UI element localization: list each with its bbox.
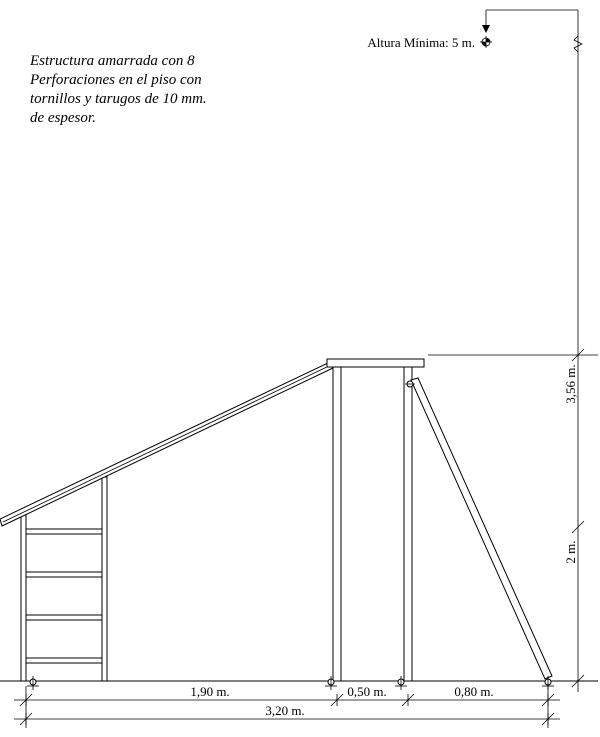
dim-label-1: 1,90 m.: [190, 684, 230, 699]
dim-label-2: 0,50 m.: [347, 684, 387, 699]
arrow-down-icon: [482, 25, 490, 33]
dim-label-3: 0,80 m.: [454, 684, 494, 699]
diagonal-brace: [411, 378, 552, 679]
platform: [327, 359, 424, 367]
ladder-rail-left: [21, 512, 26, 681]
ladder-rungs: [26, 529, 102, 663]
dim-label-height-platform: 3,56 m.: [563, 364, 578, 404]
post-right: [404, 367, 412, 681]
min-height-label: Altura Mínima: 5 m.: [367, 35, 475, 50]
ladder-rail-right: [102, 477, 107, 681]
level-target-icon: [480, 36, 492, 48]
structure-note: Estructura amarrada con 8 Perforaciones en el piso con tornillos y tarugos de 10 mm. de espesor.: [30, 53, 207, 126]
dim-label-height-two: 2 m.: [563, 540, 578, 564]
dim-label-total: 3,20 m.: [265, 703, 305, 718]
post-left: [333, 367, 341, 681]
